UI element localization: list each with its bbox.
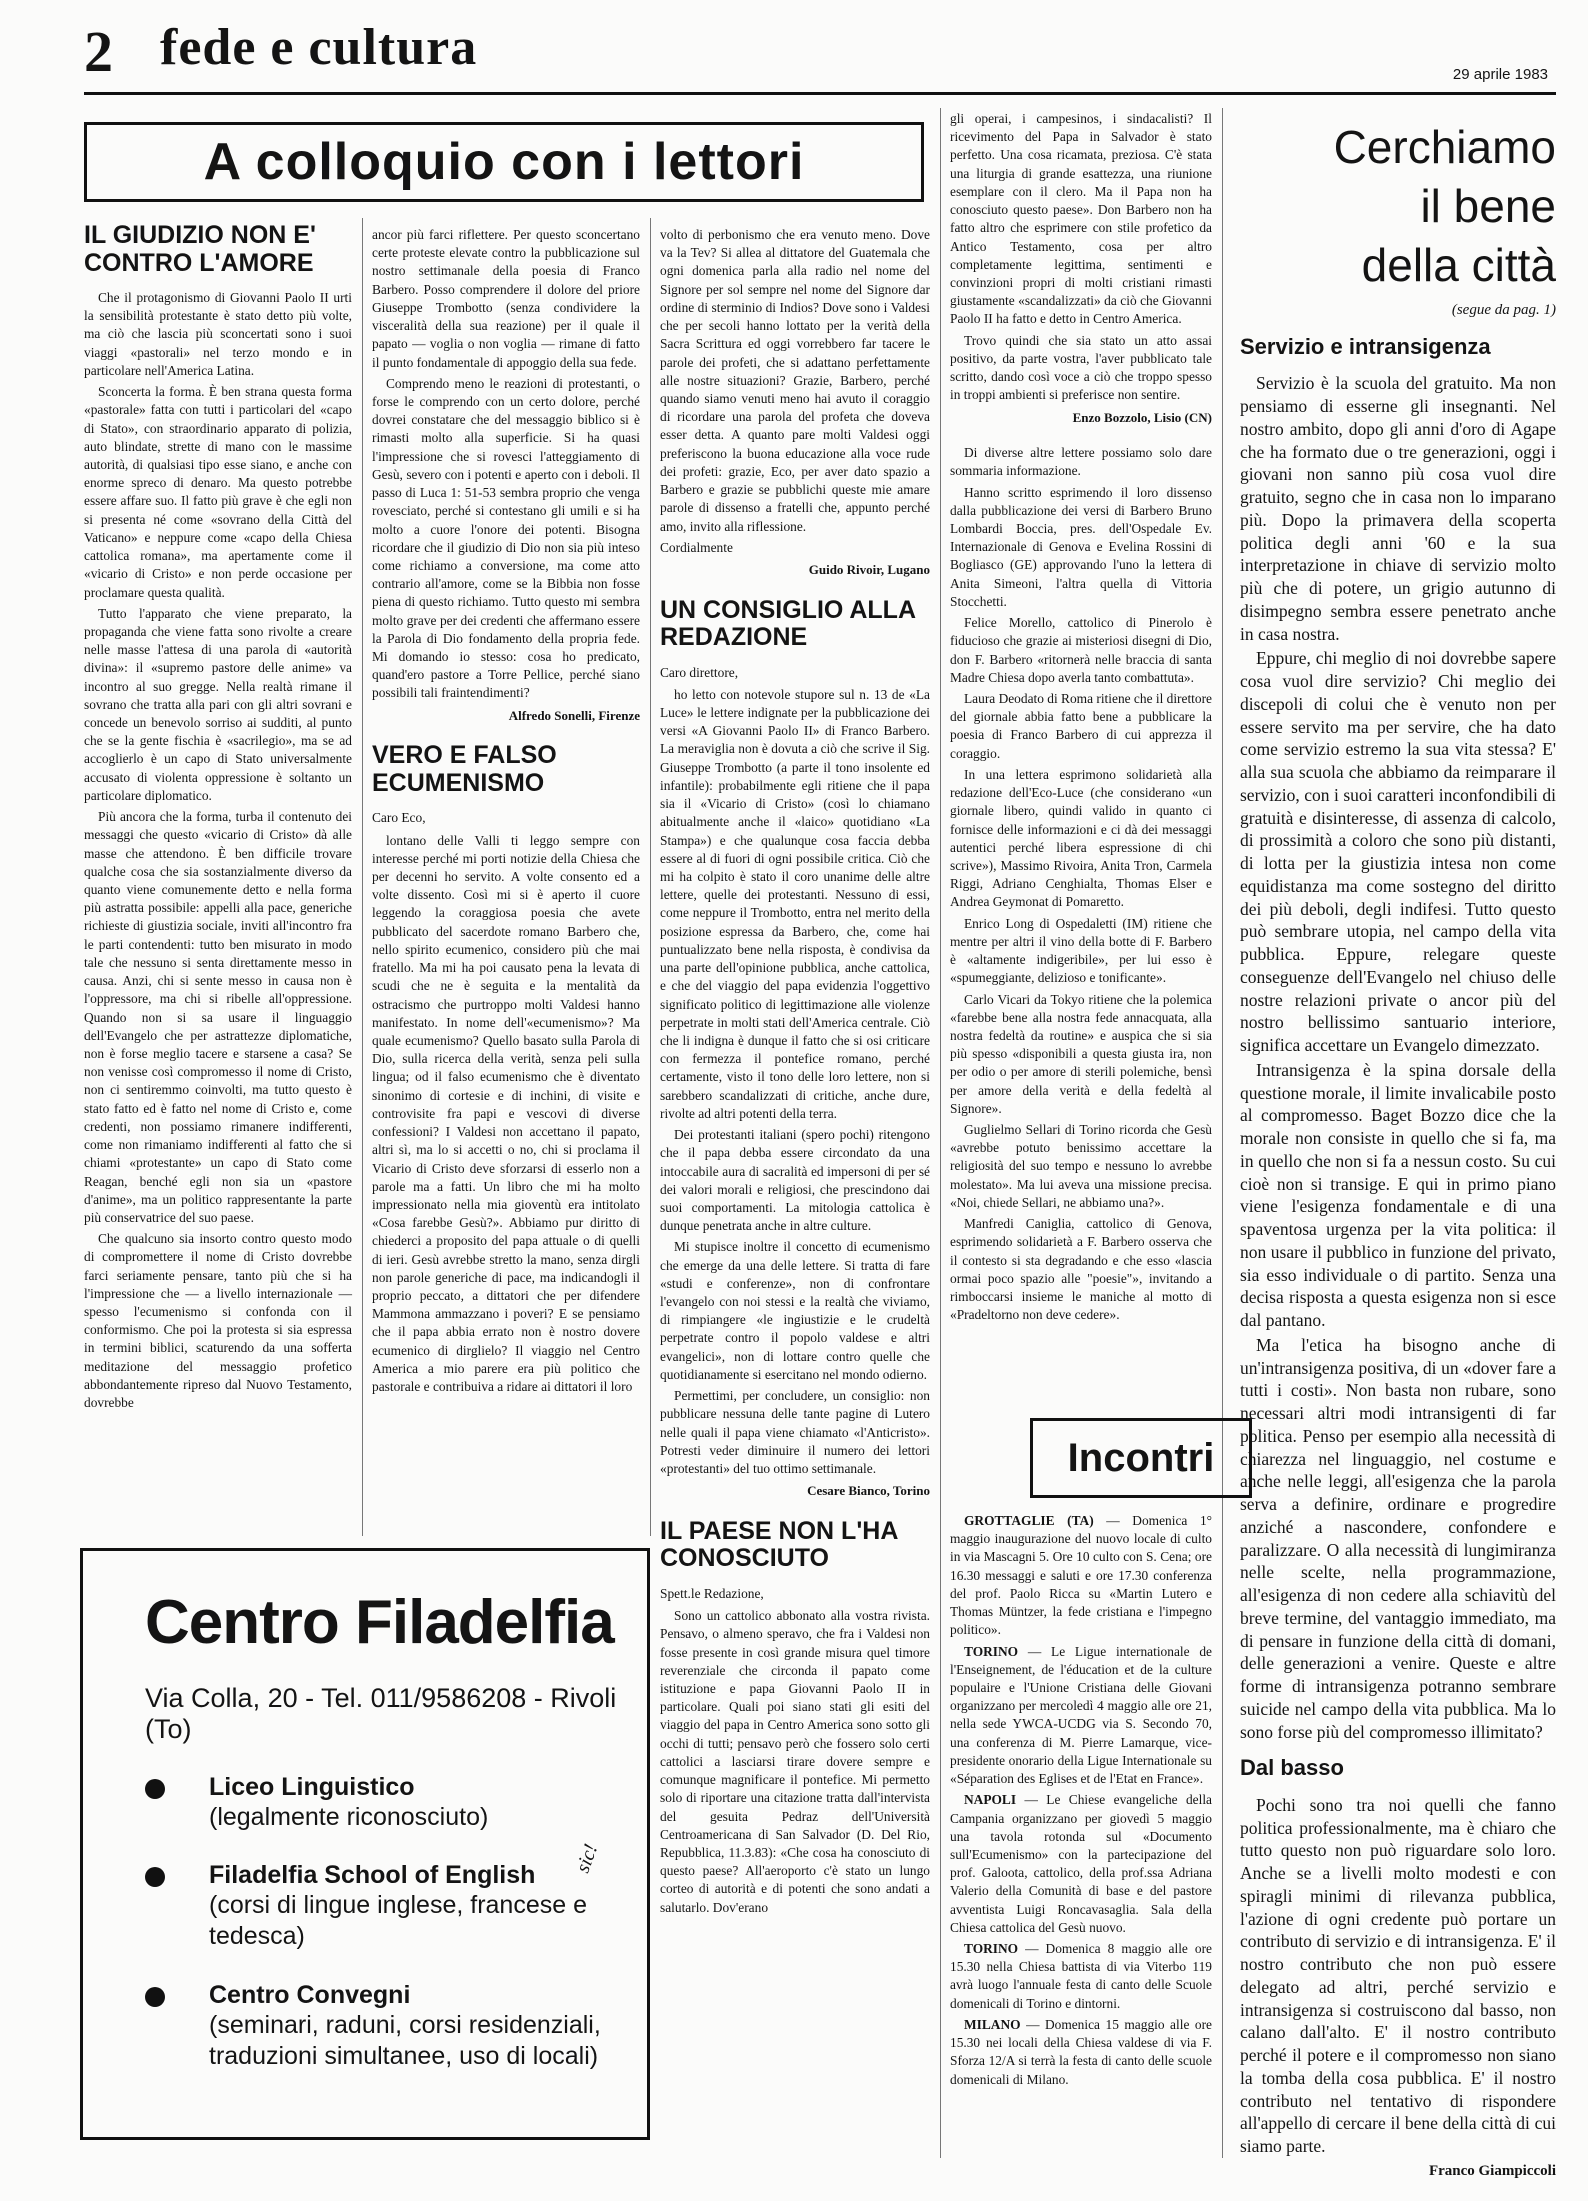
section-title: fede e cultura xyxy=(160,19,478,76)
paragraph: Enrico Long di Ospedaletti (IM) ritiene che mentre per altri il vino della botte di F. Barbero è «altamente indigeribile», per lui esso è «spumeggiante, delizioso e tonificante». xyxy=(950,915,1212,986)
paragraph: Sconcerta la forma. È ben strana questa forma «pastorale» fatta con tutti i particolari del «capo di Stato», con straordinario apparato di polizia, auto blindate, strette di mano con le massime autorità, di qualsiasi tipo esse siano, e anche con enorme spreco di denaro. Ma questo potrebbe essere affare suo. Il fatto più grave è che egli non si presenta né come «sovrano della Città del Vaticano» e neppure come «capo della Chiesa cattolica romana», ma apertamente come il «vicario di Cristo» e non perde occasione per proclamare questa qualità. xyxy=(84,384,352,600)
event-place: TORINO xyxy=(964,1643,1019,1659)
paragraph: Sono un cattolico abbonato alla vostra rivista. Pensavo, o almeno speravo, che fra i Valdesi non fosse presente in così grande misura quel timore reverenziale che circonda il papato come istituzione e papa Giovanni Paolo II in particolare. Quali poi siano stati gli esiti del viaggio del papa in Centro America sono sotto gli occhi di tutti; pensavo però che fossero solo certi cattolici a lasciarsi tirare dovere sempre e comunque magnificare il pontefice. Mi permetto solo di riportare una citazione tratta dall'intervista del gesuita Pedraz dell'Università Centroamericana di San Salvador (D. Del Rio, Repubblica, 11.3.83): «Che cosa ha conosciuto di questo paese? All'aeroporto c'è stato un lungo corteo di autorità e di potenti che sono andati a salutarlo. Dov'erano xyxy=(660,1608,930,1915)
bullet-icon xyxy=(145,1779,165,1799)
paragraph: Intransigenza è la spina dorsale della questione morale, il limite invalicabile posto al compromesso. Baget Bozzo dice che la morale non consiste in quello che si fa, ma in quello che non si fa a nessun costo. Su cui cioè non si transige. E qui in primo piano viene l'esigenza fondamentale e di una spaventosa urgenza per la vita politica: il non usare il pubblico in funzione del privato, sia esso individuale o di partito. Senza una decisa risposta a questa esigenza non si esce dal pantano. xyxy=(1240,1059,1556,1331)
paragraph: Felice Morello, cattolico di Pinerolo è fiducioso che grazie ai misteriosi disegni di Dio, don F. Barbero «ritornerà nelle braccia di santa Madre Chiesa dopo averla tanto combattuta». xyxy=(950,615,1212,685)
letter-headline: UN CONSIGLIO ALLA REDAZIONE xyxy=(660,595,916,652)
letter-salutation: Caro direttore, xyxy=(660,664,739,680)
paragraph: Permettimi, per concludere, un consiglio: non pubblicare nessuna delle tante pagine di Lutero nelle quali il papa viene chiamato «l'Anticristo». Potresti veder diminuire il numero dei lettori «protestanti» del tuo ottimo settimanale. xyxy=(660,1388,930,1477)
incontri-heading-box xyxy=(1030,1418,1252,1498)
paragraph: Tutto l'apparato che viene preparato, la propaganda che viene fatta sono rivolte a creare nelle masse l'attesa di una parola di «autorità divina»: il «supremo pastore delle anime» va incontro al suo gregge. Nella realtà rimane il sovrano che tratta alla pari con gli altri sovrani e concede un benevolo sorriso ai sudditi, al punto che se la gente fischia è «sacrilegio», ma se ad accoglierlo è un capo di Stato universalmente accusato di violenta oppressione è soltanto un particolare diplomatico. xyxy=(84,605,352,803)
editorial-title-line: della città xyxy=(1361,238,1556,291)
letter-signature: Guido Rivoir, Lugano xyxy=(808,561,930,577)
event-text: — Domenica 1° maggio inaugurazione del nuovo locale di culto in via Mascagni 5. Ore 10 culto con S. Cena; ore 16.30 messaggi e saluti e ore 17.30 conferenza del prof. Paolo Ricca su «Martin Lutero e Thomas Müntzer, la fede cristiana e l'impegno politico». xyxy=(950,1513,1212,1638)
event-place: NAPOLI xyxy=(964,1792,1017,1808)
ad-item xyxy=(145,1981,645,2073)
editorial-body xyxy=(1240,334,1556,2179)
letter-column-2 xyxy=(372,226,640,1542)
paragraph: Manfredi Caniglia, cattolico di Genova, esprimendo solidarietà a F. Barbero osserva che il contesto si sta degradando e che esso «lascia ormai poco spazio alle "poesie"», invitando a rimboccarsi insieme le maniche al motto di «Pradeltorno non deve cedere». xyxy=(950,1216,1212,1323)
editorial-subheading: Servizio e intransigenza xyxy=(1240,334,1491,359)
ad-item-title: Liceo Linguistico xyxy=(209,1773,415,1801)
paragraph: Che il protagonismo di Giovanni Paolo II urti la sensibilità protestante è stato detto più volte, ma ciò che lascia più sconcertati sono i suoi viaggi «pastorali» nel terzo mondo e in particolare nell'America Latina. xyxy=(84,290,352,378)
letter-salutation: Caro Eco, xyxy=(372,810,426,826)
event-place: MILANO xyxy=(964,2016,1021,2032)
paragraph: Guglielmo Sellari di Torino ricorda che Gesù «avrebbe potuto benissimo accettare la religiosità del suo tempo e nessuno lo avrebbe molestato». Ma lui aveva una missione precisa. «Noi, chiede Sellari, ne abbiamo una?». xyxy=(950,1122,1212,1210)
event-text: — Domenica 15 maggio alle ore 15.30 nei locali della Chiesa valdese di via F. Sforza 12/A si terrà la festa di canto delle scuole domenicali di Milano. xyxy=(950,2016,1212,2087)
ad-item-subtitle: (legalmente riconosciuto) xyxy=(209,1803,489,1831)
ad-title: Centro Filadelfia xyxy=(145,1588,614,1657)
paragraph: Dei protestanti italiani (spero pochi) ritengono che il papa debba essere circondato da una intoccabile aura di sacralità ed impersoni di per sé dei valori morali e religiosi, che prescindono dai suoi comportamenti. La mitologia cattolica è dunque penetrata anche in altre culture. xyxy=(660,1127,930,1234)
paragraph: gli operai, i campesinos, i sindacalisti? Il ricevimento del Papa in Salvador è stato perfetto. Una cosa ricamata, preziosa. C'è stata una liturgia di grande esattezza, una riunione esemplare con il clero. Ma il Papa non ha conosciuto questo paese». Don Barbero non ha fatto altro che esprimere con stile profetico da Antico Testamento, cosa per altro completamente legittima, sentimenti e convinzioni propri di molti cristiani rimasti giustamente «scandalizzati» da ciò che Giovanni Paolo II ha fatto e detto in Centro America. xyxy=(950,111,1212,327)
column-divider xyxy=(940,108,941,2158)
page-number: 2 xyxy=(84,19,113,84)
paragraph: Ma l'etica ha bisogno anche di un'intransigenza positiva, di un «dover fare a tutti i costi». Non basta non rubare, sono necessari altri modi intransigenti di far politica. Penso per esempio alla necessità di chiarezza nel linguaggio, nel costume e anche nelle leggi, all'esigenza che la parola serva a definire, ordinare e progredire anziché a nascondere, confondere e paralizzare. O alla necessità di lungimiranza nelle scelte, nella programmazione, all'esigenza di non cedere alla schiavitù del breve termine, del vantaggio immediato, ma di pensare in funzione della città di domani, delle generazioni a venire. Queste e altre forme di intransigenza potranno sembrare suicide nel campo della vita pubblica. Ma lo sono forse più del compromesso illimitato? xyxy=(1240,1334,1556,1742)
ad-item-subtitle: (seminari, raduni, corsi residenziali, traduzioni simultanee, uso di locali) xyxy=(209,2011,601,2071)
main-headline: A colloquio con i lettori xyxy=(203,133,805,191)
event-text: — Le Ligue internationale de l'Enseignement, de l'éducation et de la culture populaire e l'Unione Cristiana delle Giovani organizzano per mercoledì 4 maggio alle ore 21, nella sede YWCA-UCDG via S. Secondo 70, una conferenza di M. Pierre Lamarque, vice-presidente onorario della Ligue Internationale su «Séparation des Eglises et de l'Etat en France». xyxy=(950,1643,1212,1787)
ad-address: Via Colla, 20 - Tel. 011/9586208 - Rivoli (To) xyxy=(145,1683,617,1744)
ad-item-subtitle: (corsi di lingue inglese, francese e tedesca) xyxy=(209,1891,587,1951)
paragraph: Che qualcuno sia insorto contro questo modo di compromettere il nome di Cristo dovrebbe farci seriamente pensare, tanto più che si ha l'impressione che — a livello internazionale — spesso l'ecumenismo si confonda con il conformismo. Che poi la protesta si sia espressa in termini biblici, scaturendo da una sofferta meditazione del messaggio profetico abbondantemente ripreso dal Nuovo Testamento, dovrebbe xyxy=(84,1231,352,1411)
editorial-title xyxy=(1240,118,1556,295)
event-item xyxy=(950,1791,1212,1937)
bullet-icon xyxy=(145,1987,165,2007)
event-item xyxy=(950,1643,1212,1789)
event-item xyxy=(950,1512,1212,1640)
letter-column-3 xyxy=(660,226,930,2146)
advertisement-centro-filadelfia xyxy=(80,1548,650,2140)
paragraph: In una lettera esprimono solidarietà alla redazione dell'Eco-Luce (che considerano «un giornale libero, quindi valido in quanto ci fornisce delle informazioni e ci dà dei messaggi autentici perché libera espressione di chi scrive»), Massimo Rivoira, Anita Tron, Carmela Riggi, Adriano Cenghialta, Thomas Elser e Andrea Geymonat di Pomaretto. xyxy=(950,766,1212,910)
paragraph: Laura Deodato di Roma ritiene che il direttore del giornale abbia fatto bene a pubblicare la poesia di Franco Barbero di cui apprezza il coraggio. xyxy=(950,691,1213,761)
letter-column-1 xyxy=(84,222,352,1542)
incontri-heading: Incontri xyxy=(1067,1435,1215,1480)
paragraph: Mi stupisce inoltre il concetto di ecumenismo che emerge da una delle lettere. Si tratta di fare «studi e conferenze», non di confrontare l'evangelo con noi stessi e la realtà che viviamo, di rimpiangere «le ingiustizie e le crudeltà perpetrate contro il popolo valdese e altri evangelici», non di lottare contro quelle che quotidianamente si esercitano nel mondo odierno. xyxy=(660,1239,930,1382)
paragraph: Hanno scritto esprimendo il loro dissenso dalla pubblicazione dei versi di Barbero Bruno Lombardi Boccia, pres. dell'Ospedale Ev. Internazionale di Genova e Evelina Rossini di Bogliasco (GE) approvando l'uno la lettera di Anita Simeoni, l'altra quella di Vittoria Stocchetti. xyxy=(950,484,1212,609)
editorial-continuation-note: (segue da pag. 1) xyxy=(1451,302,1556,318)
letter-salutation: Spett.le Redazione, xyxy=(660,1585,764,1601)
letter-signature: Cesare Bianco, Torino xyxy=(807,1483,930,1499)
column-divider xyxy=(650,218,651,1536)
masthead-rule xyxy=(84,92,1556,95)
main-headline-box xyxy=(84,122,924,202)
handwritten-note: sic! xyxy=(571,1840,603,1876)
ad-item-title: Filadelfia School of English xyxy=(209,1861,536,1889)
paragraph: ho letto con notevole stupore sul n. 13 de «La Luce» le lettere indignate per la pubblicazione dei versi «A Giovanni Paolo II» di Franco Barbero. La meraviglia non è dovuta a ciò che scrive il Sig. Giuseppe Trombotto (a parte il tono insolente ed infantile): probabilmente egli ritiene che il papa sia il «Vicario di Cristo» (così lo chiamano abitualmente anche il «laico» quotidiano «La Stampa») e che qualunque cosa faccia debba essere al di fuori di ogni possibile critica. Ciò che mi ha colpito è stato il coro unanime delle altre lettere, quelle dei protestanti. Nessuno di essi, come neppure il Trombotto, entra nel merito della posizione espressa da Barbero, che, come hai puntualizzato bene nella risposta, è condivisa da una parte dell'opinione pubblica, anche cattolica, e che del viaggio del papa evidenzia l'oggettivo significato politico di legittimazione alle violenze perpetrate in molti stati dell'America centrale. Ciò che li indigna è dunque il fatto che si osi criticare con fermezza il pontefice romano, perché certamente, visto il tono delle loro lettere, non si sarebbero scandalizzati di critiche, anche dure, rivolte ad altri potenti della terra. xyxy=(660,686,930,1121)
ad-item-title: Centro Convegni xyxy=(209,1981,411,2009)
letter-headline: VERO E FALSO ECUMENISMO xyxy=(372,741,557,797)
paragraph: Eppure, chi meglio di noi dovrebbe sapere cosa vuol dire servizio? Chi meglio dei discepoli di colui che è venuto non per essere servito ma per servire, che ha dato come servizio estremo la sua vita stessa? E' alla sua scuola che abbiamo da reimparare il servizio, con i suoi caratteri inconfondibili di gratuità e disinteresse, di assenza di calcolo, di prossimità a coloro che sono più distanti, di lotta per la giustizia intesa non come equidistanza ma come sostegno del diritto dei più deboli, degli indifesi. Tutto questo può sembrare utopia, nel campo della vita pubblica. Eppure, relegare queste conseguenze dell'Evangelo nel chiuso delle nostre relazioni private o ancor più del nostro bellissimo santuario interiore, significa accettare un Evangelo dimezzato. xyxy=(1240,648,1556,1056)
event-item xyxy=(950,1940,1212,2013)
paragraph: Carlo Vicari da Tokyo ritiene che la polemica «farebbe bene alla nostra fede annacquata, alla nostra fedeltà da routine» e auspica che si sia più spesso «disponibili a questa giusta ira, non per odio o per amore di sterili polemiche, bensì per amore della verità e della fedeltà al Signore». xyxy=(950,991,1212,1116)
editorial-subheading: Dal basso xyxy=(1240,1755,1344,1781)
letter-headline: IL PAESE NON L'HA CONOSCIUTO xyxy=(660,1516,898,1573)
editorial-signature: Franco Giampiccoli xyxy=(1428,2162,1556,2179)
event-place: GROTTAGLIE (TA) xyxy=(964,1513,1094,1528)
paragraph: lontano delle Valli ti leggo sempre con interesse perché mi porti notizie della Chiesa che per decenni ho servito. A volte consento ed a volte dissento. Così mi si è aperto il cuore leggendo la coraggiosa poesia che avete pubblicato del sacerdote romano Barbero che, nello spirito ecumenico, considero più che mai fratello. Ma mi ha poi causato pena la levata di scudi che ne è seguita e la mentalità da ostracismo che purtroppo molti Valdesi hanno manifestato. In nome dell'«ecumenismo»? Ma quale ecumenismo? Quello basato sulla Parola di Dio, sulla ricerca della verità, senza peli sulla lingua; od il falso ecumenismo che è diventato sinonimo di cortesie e di inchini, di visite e controvisite fra papi e vescovi di diverse confessioni? I Valdesi non accettano il papato, altri sì, ma lo si accetti o no, chi si proclama il Vicario di Cristo deve sforzarsi di esserlo non a parole ma a fatti. Un libro che mi ha molto impressionato nella mia gioventù era intitolato «Cosa farebbe Gesù?». Abbiamo pur diritto di chiederci a proposito del papa attuale o di quelli di ieri. Gesù avrebbe stretto la mano, senza dirgli non parole generiche di pace, ma indicandogli il proprio peccato, a dittatori che per difendere Mammona ammazzano i poveri? E se pensiamo che il papa abbia errato non è nostro dovere ecumenico di dirglielo? Il viaggio nel Centro America a mio parere era più politico che pastorale e contribuiva a ridare ai dittatori il loro xyxy=(372,832,640,1395)
paragraph: Trovo quindi che sia stato un atto assai positivo, da parte vostra, l'aver pubblicato tale scritto, dando così voce a ciò che troppo spesso in troppi ambienti si preferisce non sentire. xyxy=(950,332,1212,403)
column-divider xyxy=(362,218,363,1536)
ad-item xyxy=(145,1773,645,1833)
letter-column-4 xyxy=(950,110,1212,1400)
paragraph: Di diverse altre lettere possiamo solo dare sommaria informazione. xyxy=(950,445,1212,479)
letter-headline: IL GIUDIZIO NON E' CONTRO L'AMORE xyxy=(84,221,316,277)
ad-item xyxy=(145,1861,645,1953)
paragraph: Più ancora che la forma, turba il contenuto dei messaggi che questo «vicario di Cristo» dà alle masse che attendono. È ben difficile trovare qualche cosa che sia sostanzialmente diverso da quanto viene comunemente detto e nella forma più astratta possibile: appelli alla pace, generiche richieste di giustizia sociale, inviti all'incontro fra le parti contendenti: tutto ben misurato in modo tale che nessuno si senta direttamente messo in causa. Anzi, chi si sente messo in causa non è l'oppressore, ma chi si ribelle all'oppressione. Quando non si sa usare il linguaggio dell'Evangelo che per astrattezze diplomatiche, non è forse meglio tacere e starsene a casa? Se non venisse così compromesso il nome di Cristo, non ci sentiremmo coinvolti, ma tutto questo è stato fatto ed è fatto nel nome di Cristo e, come credenti, non possiamo rimanere indifferenti, come non rimaniamo indifferenti al fatto che si chiami «protestante» un capo di Stato come Reagan, benché egli non sia un «pastore d'anime», ma un politico rappresentante la parte più conservatrice del suo paese. xyxy=(84,809,352,1225)
letter-closing: Cordialmente xyxy=(660,539,733,555)
paragraph: Pochi sono tra noi quelli che fanno politica professionalmente, ma è chiaro che tutto questo non può riguardare solo loro. Anche se a livelli molto modesti e con spiragli minimi di rilevanza pubblica, l'azione di ogni credente può portare un contributo di servizio e di intransigenza. E' il nostro contributo che non può essere delegato ad altri, perché servizio e intransigenza si costruiscono dal basso, non calano dall'alto. E' il nostro contributo perché il potere e il compromesso non siano la tomba della cosa pubblica. E' il nostro contributo nel tentativo di rispondere all'appello di cercare il bene della città di cui siamo parte. xyxy=(1240,1794,1556,2157)
column-divider xyxy=(1222,108,1223,2158)
event-text: — Le Chiese evangeliche della Campania organizzano per giovedì 5 maggio una tavola rotonda sul «Documento sull'Ecumenismo» con la partecipazione del prof. Galoota, cattolico, della prof.ssa Adriana Valerio della Comunità di base e del pastore avventista Luigi Roncavasaglia. Sala della Chiesa cattolica del Gesù nuovo. xyxy=(950,1792,1212,1935)
letter-signature: Enzo Bozzolo, Lisio (CN) xyxy=(1072,409,1212,425)
paragraph: ancor più farci riflettere. Per questo sconcertano certe proteste elevate contro la pubblicazione sul nostro settimanale della poesia di Franco Barbero. Posso comprendere il dolore del priore Giuseppe Trombotto (senza condividere la visceralità della sua reazione) per il quale il papato — voglia o non voglia — rimane di fatto il punto fondamentale di appoggio della sua fede. xyxy=(372,227,640,370)
editorial-title-line: il bene xyxy=(1420,179,1556,232)
bullet-icon xyxy=(145,1867,165,1887)
publication-date: 29 aprile 1983 xyxy=(1452,66,1548,83)
event-place: TORINO xyxy=(964,1941,1019,1957)
event-text: — Domenica 8 maggio alle ore 15.30 nella Chiesa battista di via Viterbo 119 avrà luogo l'annuale festa di canto delle Scuole domenicali di Torino e dintorni. xyxy=(950,1941,1212,2011)
event-item xyxy=(950,2016,1212,2089)
letter-signature: Alfredo Sonelli, Firenze xyxy=(508,707,640,723)
paragraph: volto di perbonismo che era venuto meno. Dove va la Tev? Si allea al dittatore del Guatemala che ogni domenica parla alla radio nel nome del Signore per sol sempre nel nome del Signore dar ordine di sterminio di Indios? Dove sono i Valdesi che per secoli hanno lottato per la verità della Sacra Scrittura ed oggi vorrebbero far tacere le parole dei profeti, che si adattano perfettamente alle nostre situazioni? Grazie, Barbero, perché quando siamo venuti meno hai avuto il coraggio di ricordare una parola del profeta che doveva esser detta. A quanto pare molti Valdesi oggi preferiscono la buona educazione alla voce rude dei profeti: grazie, Eco, per aver dato spazio a Barbero e grazie se pubblichi queste mie amare parole di dissenso a fratelli che, appunto perché amo, invito alla riflessione. xyxy=(660,227,930,534)
paragraph: Comprendo meno le reazioni di protestanti, o forse le comprendo con un certo dolore, perché dovrei constatare che del messaggio biblico si è rimasti molto alla superficie. Si ha quasi l'impressione che si rovesci l'atteggiamento di Gesù, severo con i potenti e aperto con i deboli. Il passo di Luca 1: 51-53 sembra proprio che venga rovesciato, perché si contestano gli umili e si ha molto a cuore l'onore dei potenti. Bisogna ricordare che il giudizio di Dio non sia più inteso come richiamo a conversione, ma come atto contrario all'amore, come se la Bibbia non fosse piena di questo richiamo. Tutto questo mi sembra molto grave per dei credenti che affermano essere la Parola di Dio fondamento della propria fede. Mi domando io stesso: cosa ho predicato, quand'ero pastore a Torre Pellice, perché siano possibili tali fraintendimenti? xyxy=(372,375,640,701)
editorial-title-line: Cerchiamo xyxy=(1333,121,1556,173)
paragraph: Servizio è la scuola del gratuito. Ma non pensiamo di esserne gli insegnanti. Nel nostro ambito, dopo gli anni d'oro di Agape che ha formato due o tre generazioni, oggi i giovani non sanno più cosa vuol dire gratuito, segno che in casa non lo imparano più. Dopo la primavera della scoperta politica degli anni '60 e la sua interpretazione in chiave di servizio molto più che di potere, un grigio autunno di disimpegno sembra essere penetrato anche in casa nostra. xyxy=(1240,373,1556,644)
events-list xyxy=(950,1512,1212,2148)
